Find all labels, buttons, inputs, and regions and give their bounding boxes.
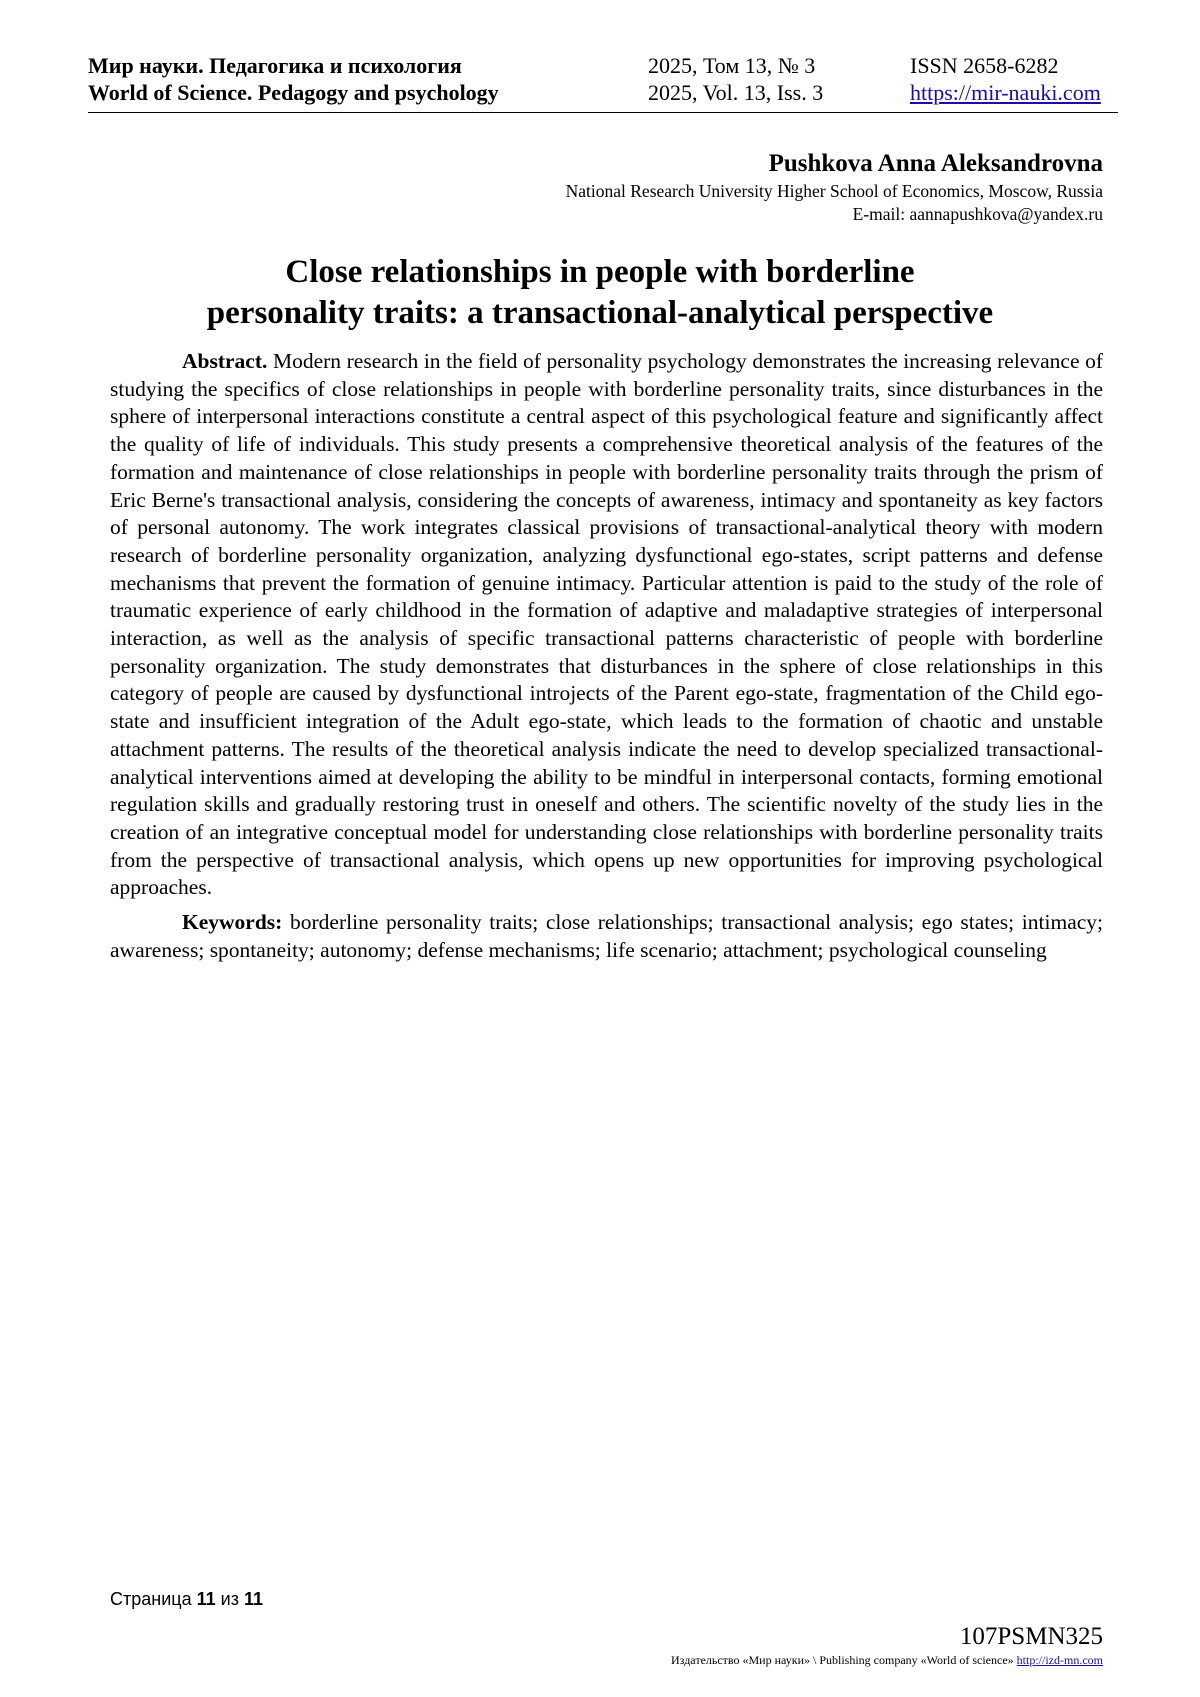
- abstract-text: Modern research in the field of personality psychology demonstrates the increasing relevance of studying the specifics of close relationships in people with borderline personality traits, since disturbances in the sphere of interpersonal interactions constitute a central aspect of this psychological feature and significantly affect the quality of life of individuals. This study presents a comprehensive theoretical analysis of the features of the formation and maintenance of close relationships in people with borderline personality traits through the prism of Eric Berne's transactional analysis, considering the concepts of awareness, intimacy and spontaneity as key factors of personal autonomy. The work integrates classical provisions of transactional-analytical theory with modern research of borderline personality organization, analyzing dysfunctional ego-states, script patterns and defense mechanisms that prevent the formation of genuine intimacy. Particular attention is paid to the study of the role of traumatic experience of early childhood in the formation of adaptive and maladaptive strategies of interpersonal interaction, as well as the analysis of specific transactional patterns characteristic of people with borderline personality organization. The study demonstrates that disturbances in the sphere of close relationships in this category of people are caused by dysfunctional introjects of the Parent ego-state, fragmentation of the Child ego-state and insufficient integration of the Adult ego-state, which leads to the formation of chaotic and unstable attachment patterns. The results of the theoretical analysis indicate the need to develop specialized transactional-analytical interventions aimed at developing the ability to be mindful in interpersonal contacts, forming emotional regulation skills and gradually restoring trust in oneself and others. The scientific novelty of the study lies in the creation of an integrative conceptual model for understanding close relationships with borderline personality traits from the perspective of transactional analysis, which opens up new opportunities for improving psychological approaches.: [110, 349, 1103, 900]
- issn: ISSN 2658-6282: [910, 53, 1059, 78]
- issue-info: [648, 52, 823, 106]
- article-title: [100, 252, 1100, 334]
- abstract-section: [110, 348, 1103, 964]
- author-name: Pushkova Anna Aleksandrovna: [768, 150, 1103, 177]
- publisher-link[interactable]: http://izd-mn.com: [1016, 1653, 1103, 1667]
- keywords-paragraph: [110, 909, 1103, 964]
- article-code: 107PSMN325: [959, 1623, 1103, 1650]
- journal-title-ru: Мир науки. Педагогика и психология: [88, 53, 462, 78]
- page-label: Страница: [110, 1589, 192, 1609]
- page-total: 11: [243, 1589, 264, 1609]
- keywords-text: borderline personality traits; close relationships; transactional analysis; ego states; intimacy; awareness; spontaneity; autonomy; defense mechanisms; life scenario; attachment; psychological counseling: [110, 910, 1104, 962]
- publisher-line: [671, 1653, 1103, 1668]
- author-block: [566, 148, 1103, 226]
- author-email: E-mail: aannapushkova@yandex.ru: [852, 204, 1103, 224]
- running-header: [88, 52, 1118, 113]
- author-affiliation: National Research University Higher School of Economics, Moscow, Russia: [565, 181, 1103, 201]
- issue-en: 2025, Vol. 13, Iss. 3: [648, 80, 824, 105]
- publisher-text: Издательство «Мир науки» \ Publishing company «World of science»: [671, 1653, 1014, 1667]
- article-title-line-1: Close relationships in people with borderline: [285, 254, 915, 290]
- keywords-label: Keywords:: [182, 910, 283, 935]
- article-title-line-2: personality traits: a transactional-analytical perspective: [206, 295, 994, 331]
- page-counter: [110, 1589, 263, 1610]
- journal-title: [88, 52, 499, 106]
- journal-title-en: World of Science. Pedagogy and psychology: [88, 80, 499, 105]
- journal-site-link[interactable]: https://mir-nauki.com: [910, 80, 1101, 105]
- page-current: 11: [196, 1589, 216, 1609]
- abstract-label: Abstract.: [182, 349, 268, 373]
- page-of: из: [220, 1589, 239, 1609]
- issn-site: [910, 52, 1101, 106]
- abstract-paragraph: [110, 348, 1103, 902]
- issue-ru: 2025, Том 13, № 3: [648, 53, 816, 78]
